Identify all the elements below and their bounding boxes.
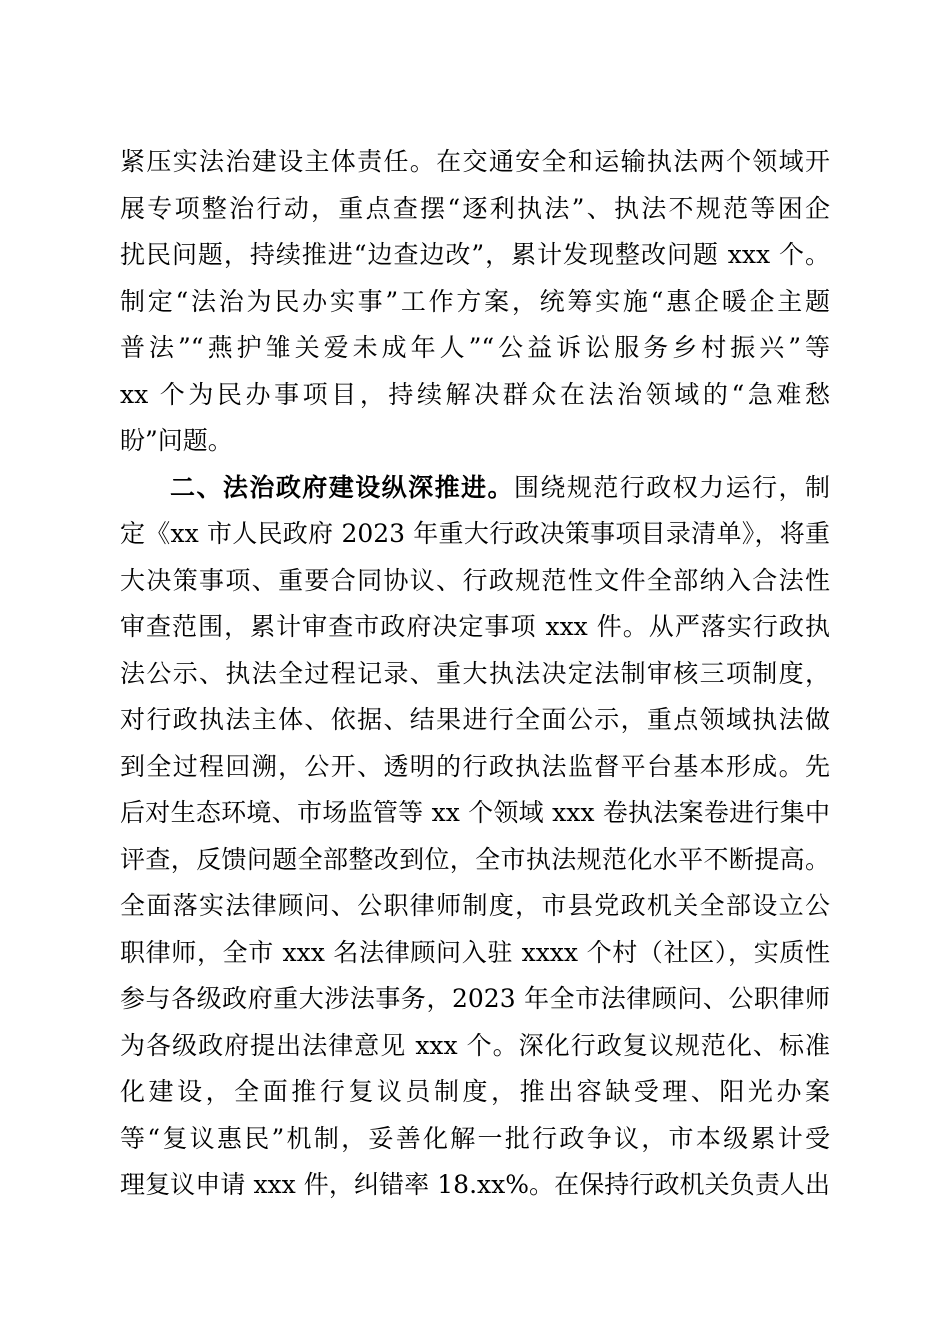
paragraph-2-line-4: 审查范围，累计审查市政府决定事项 xxx 件。从严落实行政执: [120, 612, 830, 641]
paragraph-2-line-6: 对行政执法主体、依据、结果进行全面公示，重点领域执法做: [120, 705, 830, 734]
paragraph-2-line-14: 化建设，全面推行复议员制度，推出容缺受理、阳光办案: [120, 1077, 830, 1106]
section-heading: 二、法治政府建设纵深推进。: [170, 472, 514, 502]
paragraph-1-line-5: 普法”“燕护雏关爱未成年人”“公益诉讼服务乡村振兴”等: [120, 333, 830, 362]
paragraph-2-line-2: 定《xx 市人民政府 2023 年重大行政决策事项目录清单》，将重: [120, 519, 830, 548]
paragraph-1-line-2: 展专项整治行动，重点查摆“逐利执法”、执法不规范等困企: [120, 193, 830, 223]
body-text: [120, 139, 830, 1209]
paragraph-1-line-6: xx 个为民办事项目，持续解决群众在法治领域的“急难愁: [120, 379, 830, 409]
paragraph-2-line-15: 等“复议惠民”机制，妥善化解一批行政争议，市本级累计受: [120, 1123, 830, 1153]
paragraph-2-first-line: [120, 465, 830, 512]
paragraph-2-line-3: 大决策事项、重要合同协议、行政规范性文件全部纳入合法性: [120, 565, 830, 595]
paragraph-2-line-5: 法公示、执法全过程记录、重大执法决定法制审核三项制度，: [120, 658, 830, 688]
paragraph-2-line-11: 职律师，全市 xxx 名法律顾问入驻 xxxx 个村（社区），实质性: [120, 937, 830, 967]
paragraph-2-line-16: 理复议申请 xxx 件，纠错率 18.xx%。在保持行政机关负责人出: [120, 1170, 830, 1199]
paragraph-2-line-9: 评查，反馈问题全部整改到位，全市执法规范化水平不断提高。: [120, 844, 830, 874]
paragraph-1-line-1: 紧压实法治建设主体责任。在交通安全和运输执法两个领域开: [120, 147, 830, 176]
paragraph-2-line-13: 为各级政府提出法律意见 xxx 个。深化行政复议规范化、标准: [120, 1030, 830, 1060]
paragraph-2-line-12: 参与各级政府重大涉法事务，2023 年全市法律顾问、公职律师: [120, 984, 830, 1013]
paragraph-2-line-7: 到全过程回溯，公开、透明的行政执法监督平台基本形成。先: [120, 751, 830, 781]
paragraph-2-line-8: 后对生态环境、市场监管等 xx 个领域 xxx 卷执法案卷进行集中: [120, 798, 830, 827]
paragraph-1-line-3: 扰民问题，持续推进“边查边改”，累计发现整改问题 xxx 个。: [120, 240, 830, 269]
paragraph-2-first-line-text: 围绕规范行政权力运行，制: [513, 472, 830, 502]
paragraph-1-line-4: 制定“法治为民办实事”工作方案，统筹实施“惠企暖企主题: [120, 286, 830, 316]
paragraph-2-line-10: 全面落实法律顾问、公职律师制度，市县党政机关全部设立公: [120, 891, 830, 920]
paragraph-1-line-7: 盼”问题。: [120, 426, 233, 455]
